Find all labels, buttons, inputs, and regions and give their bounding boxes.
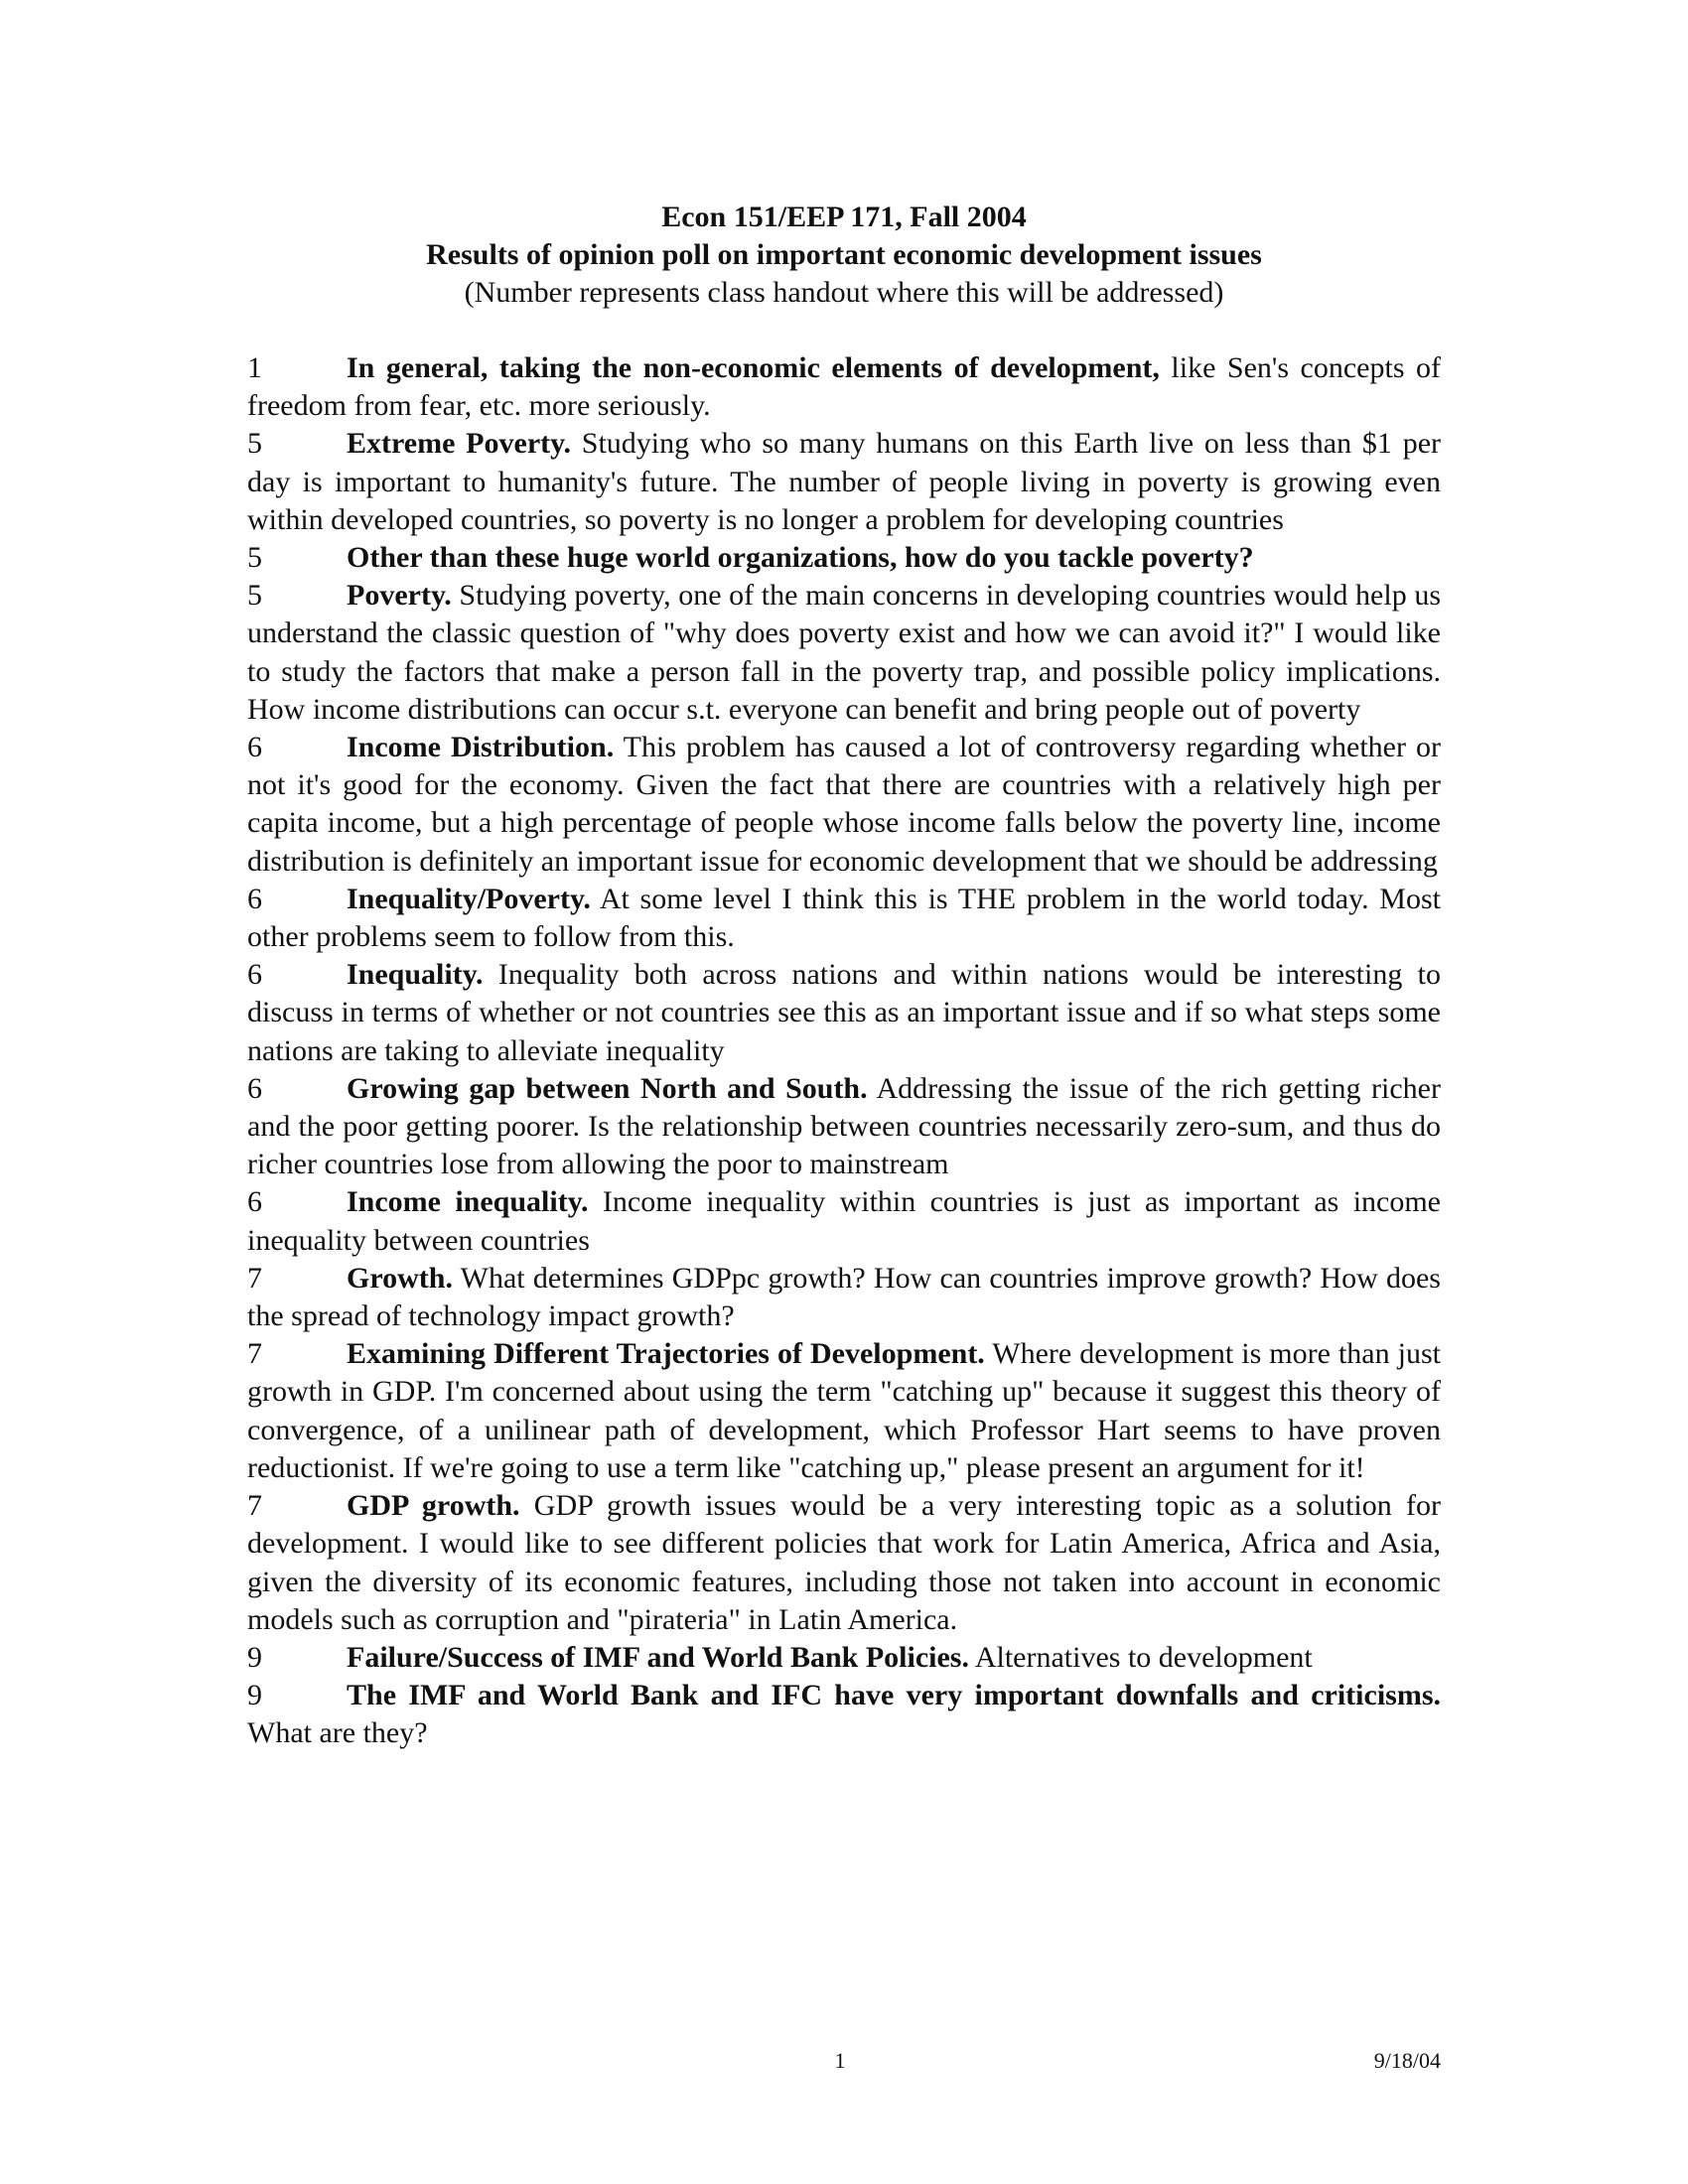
poll-entry [247, 1487, 1441, 1639]
handout-number: 6 [247, 1071, 262, 1105]
entry-text: Where development is more than just growth in GDP. I'm concerned about using the term "catching up" because it suggest this theory of convergence, of a unilinear path of development, which Professor Hart seems to have proven reductionist. If we're going to use a term like "catching up," please present an argument for it! [247, 1337, 1441, 1484]
entry-text: Studying who so many humans on this Earth live on less than $1 per day is important to humanity's future. The number of people living in poverty is growing even within developed countries, so poverty is no longer a problem for developing countries [247, 427, 1442, 536]
handout-number: 7 [247, 1261, 262, 1295]
document-note: (Number represents class handout where this will be addressed) [464, 276, 1224, 309]
footer-date: 9/18/04 [1373, 2048, 1441, 2073]
entry-title: Poverty. [347, 579, 452, 613]
document-title: Econ 151/EEP 171, Fall 2004 [661, 201, 1027, 233]
entry-text: like Sen's concepts of freedom from fear, etc. more seriously. [247, 351, 1441, 423]
page-number: 1 [834, 2048, 846, 2073]
entry-title: Failure/Success of IMF and World Bank Policies. [347, 1640, 969, 1674]
handout-number: 6 [247, 1185, 262, 1219]
handout-number: 7 [247, 1337, 262, 1371]
handout-number: 6 [247, 882, 262, 915]
poll-entry [247, 539, 1441, 577]
entry-title: GDP growth. [347, 1489, 520, 1523]
document-header [0, 199, 1688, 312]
entry-text: Inequality both across nations and within nations would be interesting to discuss in terms of whether or not countries see this as an important issue and if so what steps some nations are taking to alleviate inequality [247, 958, 1441, 1067]
entry-title: Growth. [347, 1261, 453, 1295]
entry-title: Other than these huge world organizations, how do you tackle poverty? [347, 541, 1254, 575]
poll-entry [247, 1639, 1441, 1677]
entry-title: The IMF and World Bank and IFC have very important downfalls and criticisms. [347, 1679, 1441, 1712]
handout-number: 7 [247, 1489, 262, 1523]
document-subtitle: Results of opinion poll on important economic development issues [426, 238, 1262, 271]
entry-text: GDP growth issues would be a very interesting topic as a solution for development. I would like to see different policies that work for Latin America, Africa and Asia, given the diversity of its economic features, including those not taken into account in economic models such as corruption and "pirateria" in Latin America. [247, 1489, 1441, 1636]
poll-entry [247, 425, 1441, 539]
poll-results-list [247, 349, 1441, 1753]
poll-entry [247, 1070, 1441, 1184]
handout-number: 5 [247, 427, 262, 461]
entry-text: At some level I think this is THE problem in the world today. Most other problems seem to follow from this. [247, 882, 1441, 954]
poll-entry [247, 349, 1441, 425]
entry-title: Income inequality. [347, 1185, 589, 1219]
entry-text: This problem has caused a lot of controversy regarding whether or not it's good for the economy. Given the fact that there are countries with a relatively high per capita income, but a high percentage of people whose income falls below the poverty line, income distribution is definitely an important issue for economic development that we should be addressing [247, 731, 1441, 878]
entry-text: What are they? [247, 1716, 428, 1750]
entry-title: Inequality/Poverty. [347, 882, 591, 915]
handout-number: 9 [247, 1679, 262, 1712]
handout-number: 9 [247, 1640, 262, 1674]
poll-entry [247, 1335, 1441, 1487]
handout-number: 6 [247, 958, 262, 992]
handout-number: 6 [247, 731, 262, 764]
entry-title: Income Distribution. [347, 731, 615, 764]
entry-title: Extreme Poverty. [347, 427, 571, 461]
poll-entry [247, 729, 1441, 881]
entry-text: Studying poverty, one of the main concerns in developing countries would help us understand the classic question of "why does poverty exist and how we can avoid it?" I would like to study the factors that make a person fall in the poverty trap, and possible policy implications. How income distributions can occur s.t. everyone can benefit and bring people out of poverty [247, 579, 1441, 726]
poll-entry [247, 956, 1441, 1070]
poll-entry [247, 1260, 1441, 1335]
entry-text: Income inequality within countries is just as important as income inequality between countries [247, 1185, 1441, 1257]
handout-number: 1 [247, 351, 262, 384]
poll-entry [247, 1183, 1441, 1259]
entry-title: Growing gap between North and South. [347, 1071, 868, 1105]
handout-number: 5 [247, 579, 262, 613]
poll-entry [247, 1677, 1441, 1752]
entry-title: In general, taking the non-economic elements of development, [347, 351, 1160, 384]
entry-title: Inequality. [347, 958, 484, 992]
poll-entry [247, 577, 1441, 729]
poll-entry [247, 881, 1441, 956]
entry-text: Alternatives to development [968, 1640, 1313, 1674]
handout-number: 5 [247, 541, 262, 575]
entry-text: What determines GDPpc growth? How can countries improve growth? How does the spread of technology impact growth? [247, 1261, 1441, 1333]
entry-text: Addressing the issue of the rich getting richer and the poor getting poorer. Is the relationship between countries necessarily zero-sum, and thus do richer countries lose from allowing the poor to mainstream [247, 1071, 1441, 1181]
entry-title: Examining Different Trajectories of Development. [347, 1337, 985, 1371]
